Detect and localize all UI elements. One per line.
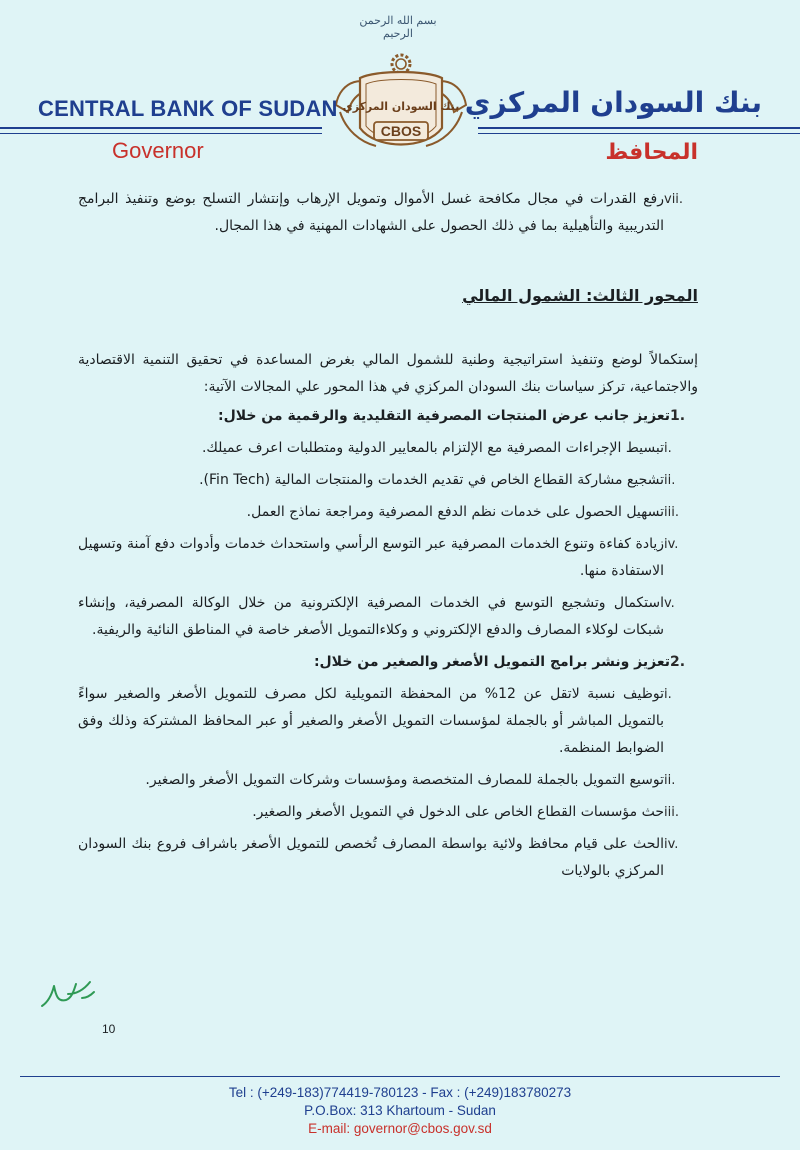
list-item [78, 799, 698, 826]
footer-contact [0, 1084, 800, 1138]
list-item [78, 767, 698, 794]
header-rule-right [478, 127, 800, 129]
item-text: تبسيط الإجراءات المصرفية مع الإلتزام بالمعايير الدولية ومتطلبات اعرف عميلك. [201, 440, 664, 456]
footer-tel-fax: Tel : (+249-183)774419-780123 - Fax : (+249)183780273 [228, 1085, 572, 1100]
list-item [78, 435, 698, 462]
bank-name-english: CENTRAL BANK OF SUDAN [38, 96, 338, 121]
item-number: ii. [664, 773, 676, 788]
point-title: تعزيز ونشر برامج التمويل الأصغر والصغير من خلال: [313, 654, 670, 670]
point-number: 2. [670, 654, 686, 670]
list-item [78, 467, 698, 494]
header-rule-left [0, 127, 322, 129]
item-text: الحث على قيام محافظ ولائية بواسطة المصارف تُخصص للتمويل الأصغر باشراف فروع بنك السودان المركزي بالولايات [78, 836, 664, 879]
document-body [78, 186, 698, 890]
logo-arabic-text: بنك السودان المركزي [342, 100, 460, 113]
list-item [78, 831, 698, 885]
list-item [78, 681, 698, 762]
header-rule-right-thin [478, 133, 800, 134]
cbos-emblem-logo [326, 50, 476, 160]
governor-title-english: Governor [112, 138, 204, 163]
footer-po-box: P.O.Box: 313 Khartoum - Sudan [304, 1103, 496, 1118]
item-number: iii. [664, 505, 679, 520]
list-item [78, 531, 698, 585]
item-number: ii. [664, 473, 676, 488]
governor-title-arabic: المحافظ [605, 140, 698, 165]
item-text: توظيف نسبة لاتقل عن 12% من المحفظة التمويلية لكل مصرف للتمويل الأصغر والصغير سواءً بالتمويل المباشر أو بالجملة لمؤسسات التمويل الأصغر والصغير أو عبر المحافظ المشتركة وذلك وفق الضوابط المنظمة. [78, 686, 664, 756]
bank-name-arabic: بنك السودان المركزي [464, 86, 762, 119]
list-item [78, 499, 698, 526]
basmala-calligraphy: بسم الله الرحمن الرحيم [359, 14, 437, 40]
item-number: i. [664, 441, 672, 456]
page-number: 10 [102, 1022, 116, 1036]
item-number: iv. [664, 537, 679, 552]
point-title: تعزيز جانب عرض المنتجات المصرفية التقليدية والرقمية من خلال: [217, 408, 670, 424]
section-title: المحور الثالث: الشمول المالي [462, 286, 698, 305]
item-number: iv. [664, 837, 679, 852]
item-text: تشجيع مشاركة القطاع الخاص في تقديم الخدمات والمنتجات المالية (Fin Tech). [199, 472, 664, 488]
list-item [78, 590, 698, 644]
item-text: استكمال وتشجيع التوسع في الخدمات المصرفية الإلكترونية من خلال الوكالة المصرفية، وإنشاء شبكات لوكلاء المصارف والدفع الإلكتروني و وكلاءالتمويل الأصغر خاصة في المناطق النائية والريفية. [78, 595, 664, 638]
item-number: v. [664, 596, 675, 611]
item-text: حث مؤسسات القطاع الخاص على الدخول في التمويل الأصغر والصغير. [252, 804, 664, 820]
item-text: زيادة كفاءة وتنوع الخدمات المصرفية عبر التوسع الرأسي واستحداث خدمات وأدوات دفع آمنة وتسهيل الاستفادة منها. [78, 536, 664, 579]
item-number: iii. [664, 805, 679, 820]
header-rule-left-thin [0, 133, 322, 134]
intro-paragraph: إستكمالاً لوضع وتنفيذ استراتيجية وطنية للشمول المالي بغرض المساعدة في تحقيق التنمية الاقتصادية والاجتماعية، تركز سياسات بنك السودان المركزي في هذا المحور علي المجالات الآتية: [78, 352, 698, 395]
item-text: تسهيل الحصول على خدمات نظم الدفع المصرفية ومراجعة نماذج العمل. [246, 504, 664, 520]
item-text: رفع القدرات في مجال مكافحة غسل الأموال وتمويل الإرهاب وإنتشار التسلح بوضع وتنفيذ البرامج التدريبية والتأهيلية بما في ذلك الحصول على الشهادات المهنية في هذا المجال. [78, 191, 664, 234]
gear-icon [392, 55, 410, 73]
item-number: vii. [664, 192, 684, 207]
logo-cbos-text: CBOS [380, 123, 422, 139]
item-number: i. [664, 687, 672, 702]
point-heading-2 [78, 649, 698, 676]
point-number: 1. [670, 408, 686, 424]
point-heading-1 [78, 403, 698, 430]
handwritten-initials-signature [38, 972, 98, 1012]
footer-rule [20, 1076, 780, 1077]
footer-email: E-mail: governor@cbos.gov.sd [308, 1121, 492, 1136]
item-text: توسيع التمويل بالجملة للمصارف المتخصصة ومؤسسات وشركات التمويل الأصغر والصغير. [145, 772, 664, 788]
list-item-vii [78, 186, 698, 240]
